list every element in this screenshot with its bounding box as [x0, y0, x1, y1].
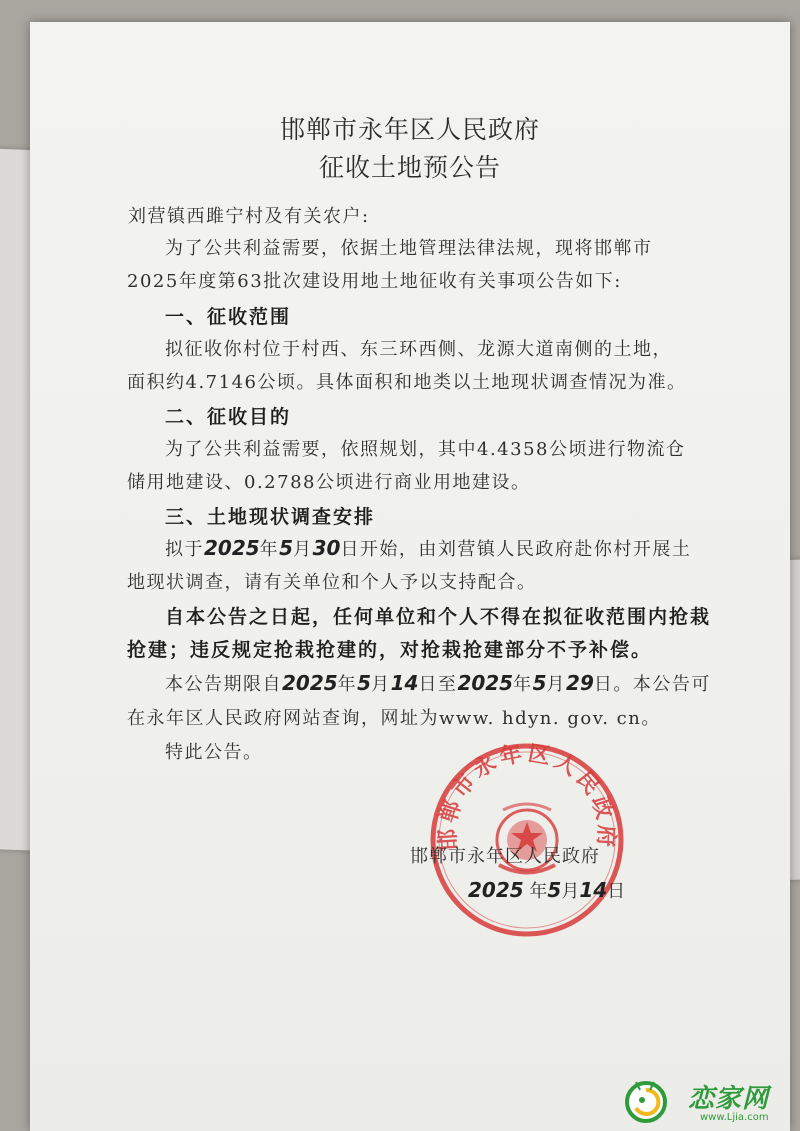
intro-line2: 2025年度第63批次建设用地土地征收有关事项公告如下:: [127, 271, 622, 292]
handwritten-period-month2: 5: [532, 671, 547, 695]
handwritten-period-year1: 2025: [282, 671, 338, 695]
issue-month-suffix: 月: [561, 881, 580, 902]
section3-line1-prefix: 拟于: [165, 539, 204, 560]
period-month2-suffix: 月: [546, 674, 567, 695]
period-line: [165, 670, 711, 696]
handwritten-start-year: 2025: [204, 536, 260, 560]
section3-line2: 地现状调查，请有关单位和个人予以支持配合。: [127, 572, 537, 593]
watermark-brand: 恋家网: [688, 1084, 770, 1114]
period-prefix: 本公告期限自: [165, 674, 282, 695]
issue-day-suffix: 日: [607, 881, 626, 902]
section2-line1: 为了公共利益需要，依照规划，其中4.4358公顷进行物流仓: [165, 439, 686, 460]
warning-line1: 自本公告之日起，任何单位和个人不得在拟征收范围内抢栽: [165, 606, 712, 628]
issue-date: [468, 877, 625, 903]
handwritten-start-day: 30: [312, 536, 341, 560]
handwritten-issue-month: 5: [547, 878, 562, 902]
closing-line: 特此公告。: [165, 742, 263, 763]
addressee: 刘营镇西雎宁村及有关农户:: [128, 206, 370, 227]
notice-paper: [30, 22, 790, 1131]
period-month1-suffix: 月: [371, 674, 391, 695]
document-title-line1: 邯郸市永年区人民政府: [279, 115, 540, 144]
document-title-line2: 征收土地预公告: [318, 153, 501, 182]
issuer-signature: 邯郸市永年区人民政府: [410, 846, 600, 867]
handwritten-period-month1: 5: [357, 671, 372, 695]
handwritten-start-month: 5: [279, 536, 294, 560]
section3-month-suffix: 月: [293, 539, 313, 560]
section2-heading: 二、征收目的: [165, 406, 292, 428]
section3-year-suffix: 年: [259, 539, 280, 560]
section1-line1: 拟征收你村位于村西、东三环西侧、龙源大道南侧的土地，: [165, 339, 672, 360]
handwritten-period-year2: 2025: [457, 671, 514, 695]
intro-line1: 为了公共利益需要，依据土地管理法律法规，现将邯郸市: [165, 238, 653, 259]
period-to: 日至: [418, 674, 458, 695]
official-seal-icon: [427, 740, 627, 940]
watermark-url: www.Ljia.com: [700, 1112, 769, 1123]
period-year2-suffix: 年: [513, 674, 533, 695]
section2-line2: 储用地建设、0.2788公顷进行商业用地建设。: [127, 472, 531, 493]
period-year1-suffix: 年: [337, 674, 358, 695]
section1-line2: 面积约4.7146公顷。具体面积和地类以土地现状调查情况为准。: [127, 372, 687, 393]
issue-year-suffix: 年: [529, 881, 548, 902]
section3-line1-rest: 日开始，由刘营镇人民政府赴你村开展土: [340, 539, 692, 560]
section3-heading: 三、土地现状调查安排: [165, 506, 376, 528]
handwritten-period-day2: 29: [566, 671, 594, 695]
handwritten-issue-year: 2025: [468, 878, 524, 902]
period-suffix: 日。本公告可: [593, 674, 711, 695]
section3-line1: [165, 535, 691, 561]
website-line: 在永年区人民政府网站查询，网址为www. hdyn. gov. cn。: [127, 708, 661, 729]
section1-heading: 一、征收范围: [165, 306, 292, 328]
handwritten-issue-day: 14: [579, 878, 608, 902]
seal-text: 邯郸市永年区人民政府: [435, 741, 619, 852]
handwritten-period-day1: 14: [390, 671, 419, 695]
warning-line2: 抢建；违反规定抢栽抢建的，对抢栽抢建部分不予补偿。: [127, 639, 653, 661]
